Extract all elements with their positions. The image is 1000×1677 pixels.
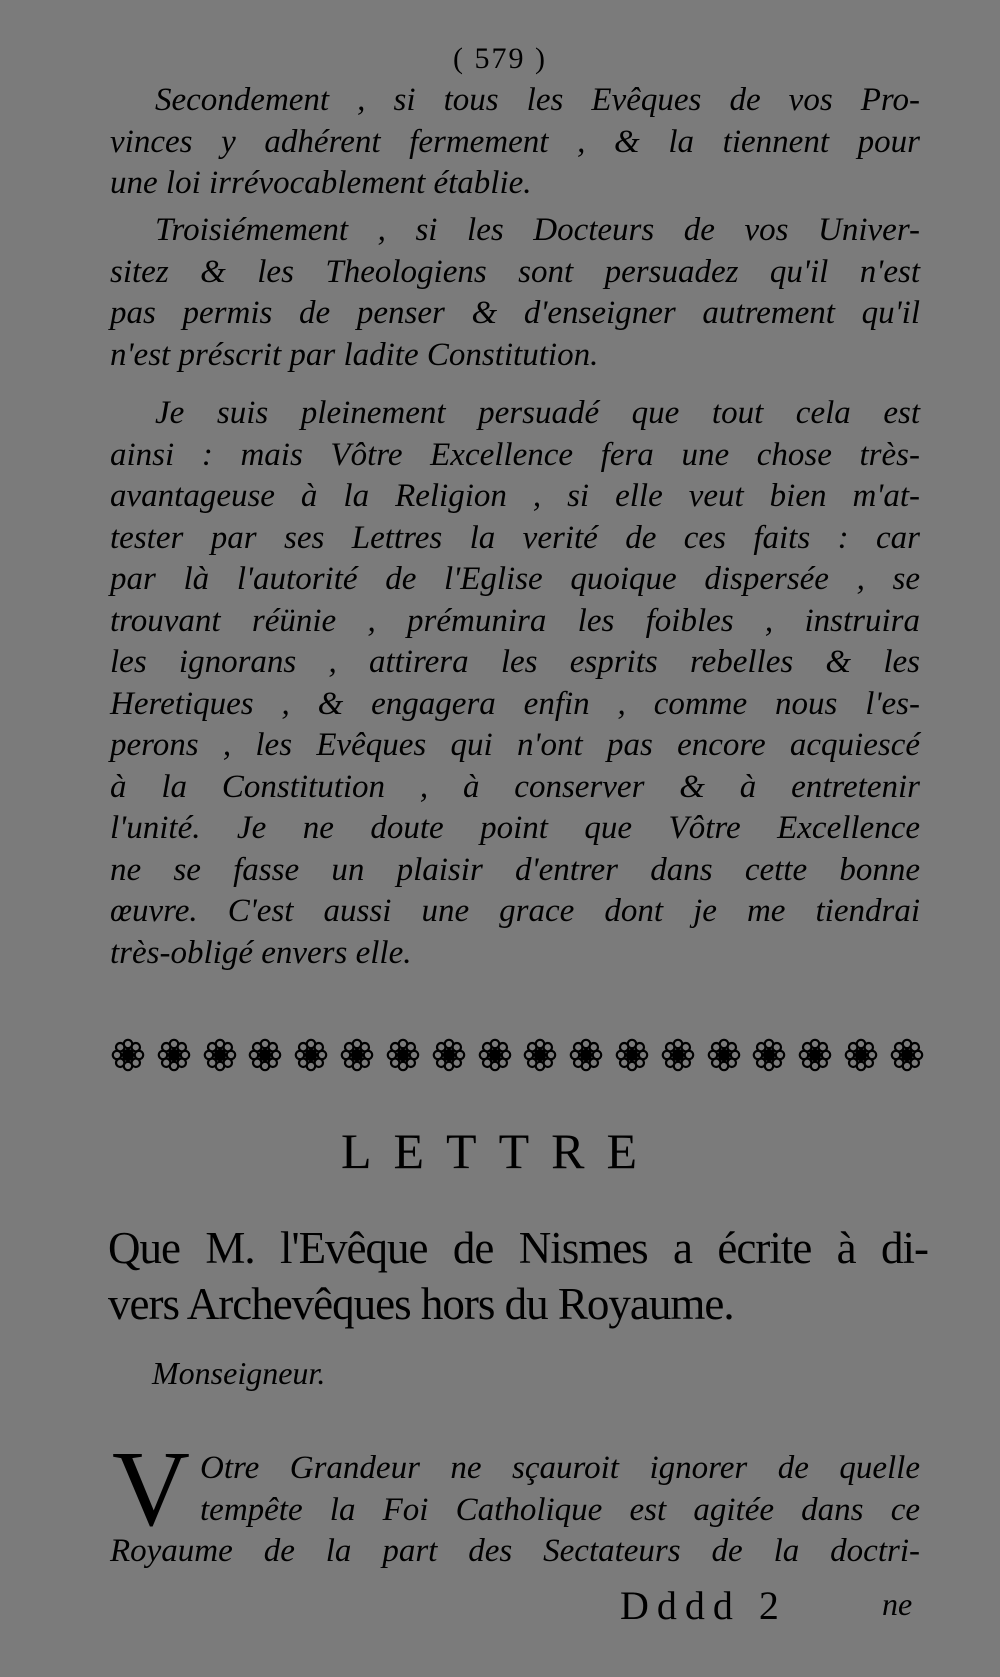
text-line: Je suis pleinement persuadé que tout cela est: [155, 395, 920, 431]
paragraph-troisiemement: [110, 210, 920, 376]
ornament-flower-icon: [431, 1037, 467, 1073]
ornament-flower-icon: [156, 1037, 192, 1073]
letter-subtitle: [108, 1220, 928, 1332]
text-line: vinces y adhérent fermement , & la tiennent pour: [110, 123, 920, 160]
text-line: ne se fasse un plaisir d'entrer dans cette bonne: [110, 851, 920, 888]
text-line: tempête la Foi Catholique est agitée dans ce: [200, 1491, 920, 1528]
text-line: Royaume de la part des Sectateurs de la doctri-: [110, 1533, 920, 1569]
text-line: par là l'autorité de l'Eglise quoique dispersée , se: [110, 561, 920, 597]
paragraph-letter-continued: [110, 1531, 920, 1573]
text-line: à la Constitution , à conserver & à entretenir: [110, 768, 920, 805]
ornament-flower-icon: [706, 1037, 742, 1073]
text-line: tester par ses Lettres la verité de ces faits : car: [110, 519, 920, 556]
text-line: pas permis de penser & d'enseigner autrement qu'il: [110, 295, 920, 331]
ornament-flower-icon: [797, 1037, 833, 1073]
paragraph-letter-opening: [200, 1448, 920, 1531]
text-line: avantageuse à la Religion , si elle veut bien m'at-: [110, 478, 920, 514]
ornament-flower-icon: [110, 1037, 146, 1073]
ornament-flower-icon: [202, 1037, 238, 1073]
text-line: les ignorans , attirera les esprits rebelles & les: [110, 644, 920, 680]
ornament-flower-icon: [843, 1037, 879, 1073]
drop-cap-initial: V: [112, 1430, 190, 1549]
paragraph-persuade: [110, 393, 920, 974]
subtitle-line: vers Archevêques hors du Royaume.: [108, 1279, 734, 1329]
ornament-flower-icon: [385, 1037, 421, 1073]
text-line: perons , les Evêques qui n'ont pas encore acquiescé: [110, 727, 920, 763]
ornament-flower-icon: [293, 1037, 329, 1073]
ornament-flower-icon: [522, 1037, 558, 1073]
signature-mark: Dddd 2: [620, 1583, 787, 1628]
text-line: sitez & les Theologiens sont persuadez qu'il n'est: [110, 253, 920, 290]
text-line: ainsi : mais Vôtre Excellence fera une chose très-: [110, 436, 920, 473]
text-line: très-obligé envers elle.: [110, 934, 412, 971]
text-line: n'est préscrit par ladite Constitution.: [110, 336, 599, 373]
text-line: Otre Grandeur ne sçauroit ignorer de quelle: [200, 1450, 920, 1486]
ornament-divider: [110, 1033, 925, 1077]
text-line: l'unité. Je ne doute point que Vôtre Excellence: [110, 810, 920, 846]
ornament-flower-icon: [339, 1037, 375, 1073]
text-line: Troisiémement , si les Docteurs de vos Univer-: [155, 212, 920, 248]
ornament-flower-icon: [247, 1037, 283, 1073]
ornament-flower-icon: [477, 1037, 513, 1073]
ornament-flower-icon: [660, 1037, 696, 1073]
catchword: ne: [882, 1586, 913, 1622]
salutation: Monseigneur.: [152, 1355, 326, 1391]
text-line: Heretiques , & engagera enfin , comme nous l'es-: [110, 685, 920, 722]
text-line: œuvre. C'est aussi une grace dont je me tiendrai: [110, 893, 920, 929]
text-line: Secondement , si tous les Evêques de vos Pro-: [155, 82, 920, 118]
ornament-flower-icon: [614, 1037, 650, 1073]
letter-title: LETTRE: [340, 1123, 660, 1179]
ornament-flower-icon: [751, 1037, 787, 1073]
text-line: trouvant réünie , prémunira les foibles , instruira: [110, 602, 920, 639]
paragraph-secondement: [110, 80, 920, 205]
page-number: ( 579 ): [453, 42, 547, 75]
subtitle-line: Que M. l'Evêque de Nismes a écrite à di-: [108, 1223, 928, 1273]
ornament-flower-icon: [889, 1037, 925, 1073]
text-line: une loi irrévocablement établie.: [110, 165, 532, 201]
ornament-flower-icon: [568, 1037, 604, 1073]
